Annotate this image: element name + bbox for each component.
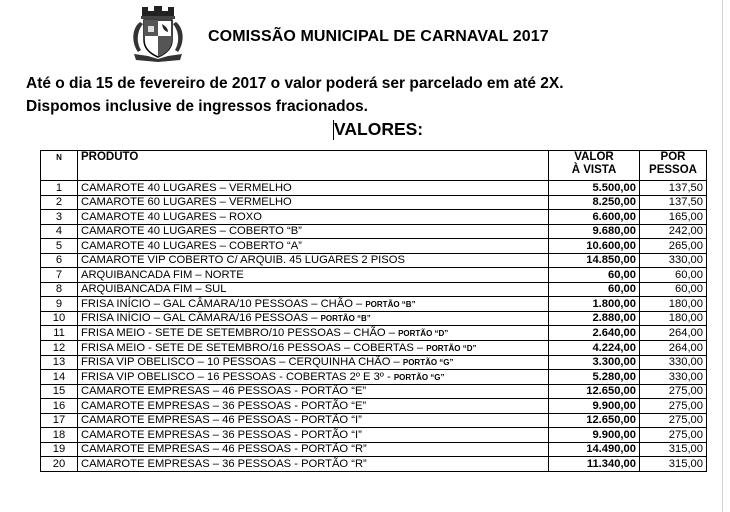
row-cash-price: 2.640,00 (549, 326, 640, 341)
row-number: 15 (41, 384, 78, 399)
row-cash-price: 2.880,00 (549, 311, 640, 326)
row-gate: PORTÃO “D” (398, 329, 449, 339)
header-per-person-line1: POR (660, 151, 686, 163)
row-gate: PORTÃO “B” (320, 314, 371, 324)
row-cash-price: 5.280,00 (549, 370, 640, 385)
table-row (41, 428, 707, 443)
row-product (78, 181, 549, 196)
row-per-person: 275,00 (640, 399, 707, 414)
row-product-text: FRISA INÍCIO – GAL CÂMARA/16 PESSOAS – (81, 312, 318, 325)
row-cash-price: 12.650,00 (549, 413, 640, 428)
row-product-text: CAMAROTE EMPRESAS – 36 PESSOAS - PORTÃO “R” (81, 457, 367, 470)
row-number: 6 (41, 253, 78, 268)
row-cash-price: 11.340,00 (549, 457, 640, 472)
row-cash-price: 14.850,00 (549, 253, 640, 268)
table-row (41, 442, 707, 457)
header-per-person (640, 151, 707, 181)
header-per-person-line2: PESSOA (649, 164, 697, 176)
row-number: 9 (41, 297, 78, 312)
row-number: 10 (41, 311, 78, 326)
row-product (78, 384, 549, 399)
row-product-text: CAMAROTE VIP COBERTO C/ ARQUIB. 45 LUGARES 2 PISOS (81, 254, 405, 267)
row-number: 12 (41, 341, 78, 356)
row-gate: PORTÃO “G” (393, 372, 445, 382)
table-row (41, 311, 707, 326)
row-number: 13 (41, 355, 78, 370)
row-product (78, 355, 549, 370)
row-per-person: 180,00 (640, 297, 707, 312)
row-per-person: 330,00 (640, 253, 707, 268)
row-per-person: 137,50 (640, 181, 707, 196)
table-row (41, 341, 707, 356)
header-cash-price (549, 151, 640, 181)
row-per-person: 264,00 (640, 326, 707, 341)
page-title: COMISSÃO MUNICIPAL DE CARNAVAL 2017 (208, 28, 549, 45)
row-cash-price: 3.300,00 (549, 355, 640, 370)
row-number: 17 (41, 413, 78, 428)
table-row (41, 253, 707, 268)
header-number: N (41, 151, 78, 181)
row-product (78, 457, 549, 472)
table-row (41, 457, 707, 472)
row-product (78, 341, 549, 356)
row-number: 7 (41, 268, 78, 283)
row-cash-price: 9.900,00 (549, 428, 640, 443)
row-per-person: 242,00 (640, 224, 707, 239)
row-gate: PORTÃO “D” (426, 343, 477, 353)
row-per-person: 137,50 (640, 195, 707, 210)
row-number: 18 (41, 428, 78, 443)
row-per-person: 315,00 (640, 442, 707, 457)
row-gate: PORTÃO “B” (365, 299, 416, 309)
row-cash-price: 14.490,00 (549, 442, 640, 457)
coat-of-arms-icon (128, 4, 188, 62)
row-cash-price: 1.800,00 (549, 297, 640, 312)
header-cash-price-line1: VALOR (574, 151, 614, 163)
row-product (78, 326, 549, 341)
table-row (41, 195, 707, 210)
page-edge (722, 0, 723, 512)
row-per-person: 275,00 (640, 428, 707, 443)
row-product-text: FRISA VIP OBELISCO – 16 PESSOAS - COBERTAS 2º E 3º - (81, 370, 391, 383)
row-product-text: CAMAROTE EMPRESAS – 46 PESSOAS - PORTÃO “E” (81, 385, 367, 398)
row-product (78, 428, 549, 443)
row-product-text: CAMAROTE 40 LUGARES – ROXO (81, 210, 262, 223)
row-cash-price: 60,00 (549, 268, 640, 283)
row-product (78, 239, 549, 254)
header-cash-price-line2: À VISTA (571, 164, 617, 176)
row-cash-price: 6.600,00 (549, 210, 640, 225)
row-product (78, 297, 549, 312)
row-product (78, 442, 549, 457)
table-row (41, 384, 707, 399)
row-cash-price: 9.900,00 (549, 399, 640, 414)
row-product-text: CAMAROTE EMPRESAS – 46 PESSOAS - PORTÃO “I” (81, 414, 362, 427)
row-cash-price: 8.250,00 (549, 195, 640, 210)
row-number: 5 (41, 239, 78, 254)
row-product (78, 268, 549, 283)
row-product-text: CAMAROTE EMPRESAS – 36 PESSOAS - PORTÃO “E” (81, 399, 367, 412)
row-number: 2 (41, 195, 78, 210)
row-product-text: FRISA MEIO - SETE DE SETEMBRO/16 PESSOAS – COBERTAS – (81, 341, 424, 354)
section-title: VALORES: (334, 119, 424, 139)
row-product-text: FRISA VIP OBELISCO – 10 PESSOAS – CERQUINHA CHÃO – (81, 356, 400, 369)
row-product (78, 253, 549, 268)
table-row (41, 239, 707, 254)
row-number: 19 (41, 442, 78, 457)
row-cash-price: 10.600,00 (549, 239, 640, 254)
row-per-person: 315,00 (640, 457, 707, 472)
row-number: 11 (41, 326, 78, 341)
table-row (41, 326, 707, 341)
table-row (41, 282, 707, 297)
row-cash-price: 4.224,00 (549, 341, 640, 356)
row-product (78, 224, 549, 239)
notice-line-2: Dispomos inclusive de ingressos fracionados. (26, 98, 368, 115)
row-product-text: CAMAROTE 60 LUGARES – VERMELHO (81, 196, 292, 209)
price-table-body (41, 181, 707, 472)
row-number: 20 (41, 457, 78, 472)
row-per-person: 165,00 (640, 210, 707, 225)
row-cash-price: 60,00 (549, 282, 640, 297)
row-product-text: ARQUIBANCADA FIM – SUL (81, 283, 227, 296)
row-per-person: 330,00 (640, 355, 707, 370)
row-product-text: CAMAROTE EMPRESAS – 36 PESSOAS - PORTÃO “I” (81, 428, 362, 441)
table-row (41, 210, 707, 225)
row-product (78, 311, 549, 326)
table-header-row (41, 151, 707, 181)
table-row (41, 399, 707, 414)
row-per-person: 60,00 (640, 268, 707, 283)
row-gate: PORTÃO “G” (402, 358, 454, 368)
table-row (41, 297, 707, 312)
row-product (78, 413, 549, 428)
row-product (78, 282, 549, 297)
row-per-person: 265,00 (640, 239, 707, 254)
row-per-person: 330,00 (640, 370, 707, 385)
row-product-text: CAMAROTE 40 LUGARES – VERMELHO (81, 181, 292, 194)
row-per-person: 180,00 (640, 311, 707, 326)
row-product-text: CAMAROTE 40 LUGARES – COBERTO “A” (81, 239, 302, 252)
row-product-text: CAMAROTE EMPRESAS – 46 PESSOAS - PORTÃO “R” (81, 443, 367, 456)
row-product-text: FRISA MEIO - SETE DE SETEMBRO/10 PESSOAS – CHÃO – (81, 327, 395, 340)
table-row (41, 224, 707, 239)
row-cash-price: 9.680,00 (549, 224, 640, 239)
row-number: 1 (41, 181, 78, 196)
row-per-person: 275,00 (640, 413, 707, 428)
table-row (41, 268, 707, 283)
table-row (41, 355, 707, 370)
row-per-person: 60,00 (640, 282, 707, 297)
row-product-text: CAMAROTE 40 LUGARES – COBERTO “B” (81, 225, 302, 238)
table-row (41, 181, 707, 196)
row-product (78, 195, 549, 210)
table-row (41, 413, 707, 428)
row-product-text: FRISA INÍCIO – GAL CÂMARA/10 PESSOAS – CHÃO – (81, 297, 363, 310)
row-cash-price: 5.500,00 (549, 181, 640, 196)
row-number: 8 (41, 282, 78, 297)
header-product: PRODUTO (78, 151, 549, 181)
row-cash-price: 12.650,00 (549, 384, 640, 399)
row-number: 4 (41, 224, 78, 239)
row-product (78, 370, 549, 385)
row-number: 16 (41, 399, 78, 414)
row-number: 3 (41, 210, 78, 225)
row-product (78, 399, 549, 414)
row-per-person: 275,00 (640, 384, 707, 399)
row-number: 14 (41, 370, 78, 385)
notice-line-1: Até o dia 15 de fevereiro de 2017 o valor poderá ser parcelado em até 2X. (26, 75, 564, 92)
row-per-person: 264,00 (640, 341, 707, 356)
table-row (41, 370, 707, 385)
row-product (78, 210, 549, 225)
row-product-text: ARQUIBANCADA FIM – NORTE (81, 268, 244, 281)
price-table (40, 150, 707, 472)
